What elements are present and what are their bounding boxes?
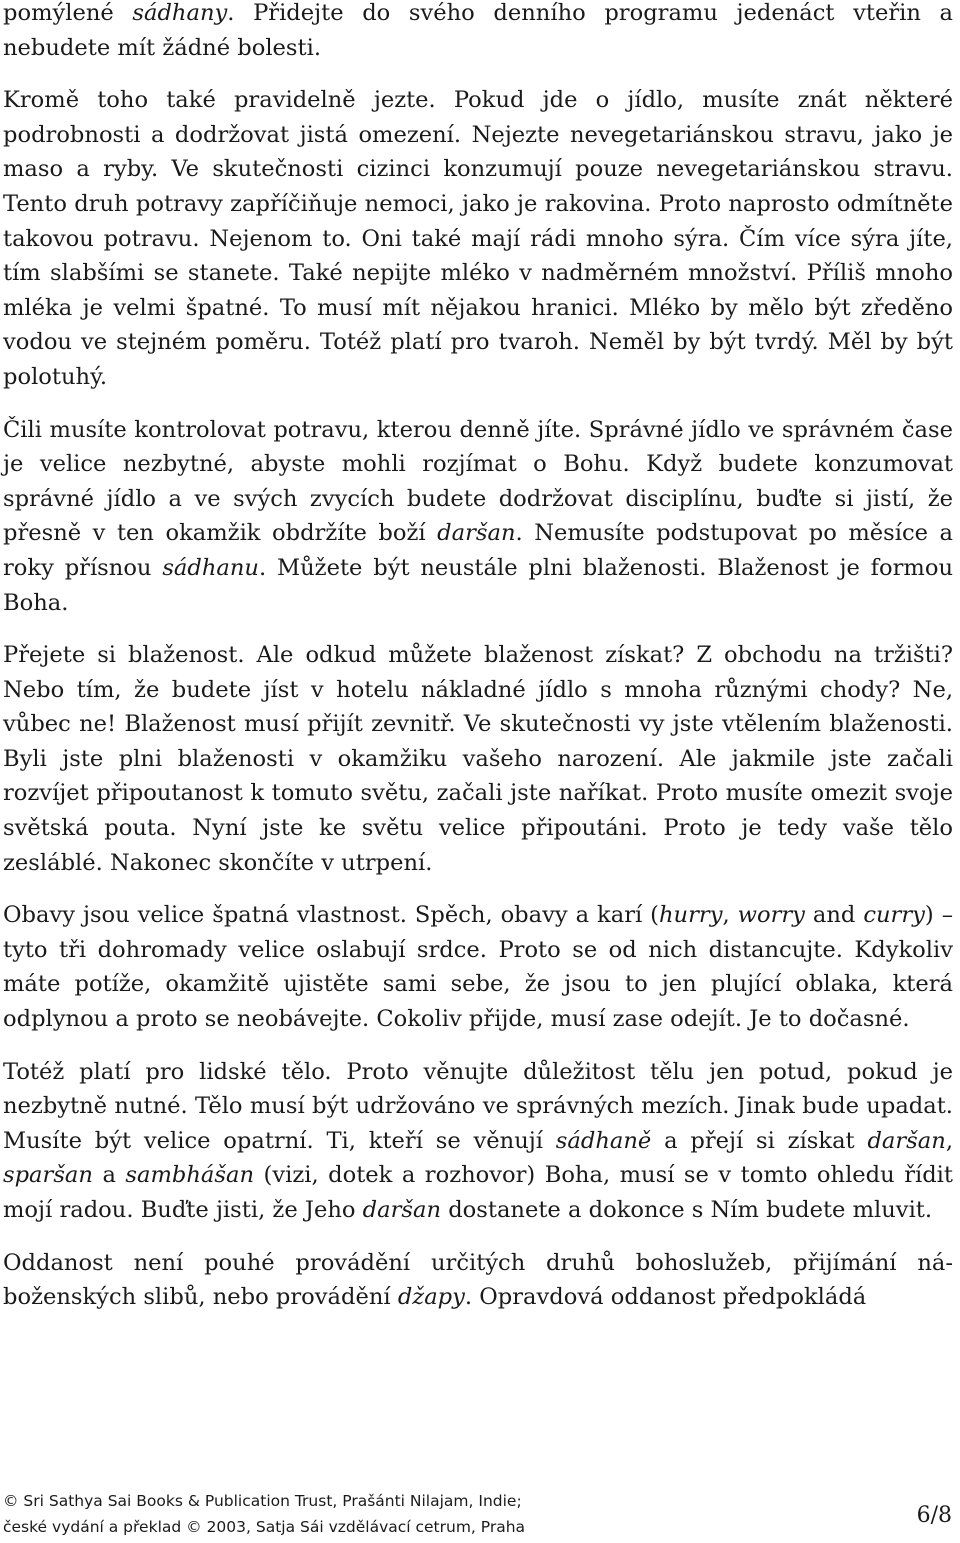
text-run: Totéž platí pro lidské tělo. Proto věnujte důležitost tělu jen potud, pokud je nezbytně nutné. Tělo musí být udržováno ve správných mezích. Jinak bude upadat. Musíte být velice opatrní. Ti, kteří se věnují: [3, 1058, 953, 1154]
italic-term: daršan: [437, 520, 516, 547]
document-body: [3, 0, 953, 1333]
paragraph-2: [3, 83, 953, 394]
text-run: Čili musíte kontrolovat potravu, kterou denně jíte. Správné jídlo ve správném čase je velice nezbytné, abyste mohli rozjímat o Bohu. Když budete konzumovat správné jídlo a ve svých zvycích budete dodržovat disciplínu, buďte si jistí, že přesně v ten okamžik obdržíte boží: [3, 416, 953, 547]
text-run: ,: [945, 1127, 953, 1154]
paragraph-7: [3, 1246, 953, 1315]
italic-term: sparšan: [3, 1162, 93, 1189]
text-run: . Přidejte do svého denního programu jedenáct vteřin a nebudete mít žádné bolesti.: [3, 0, 953, 61]
text-run: Oddanost není pouhé provádění určitých druhů bohoslužeb, přijímání náboženských slibů, nebo provádění: [3, 1249, 953, 1311]
italic-term: sádhaně: [555, 1127, 652, 1154]
text-run: a: [92, 1162, 126, 1189]
text-run: and: [804, 902, 864, 929]
paragraph-1: [3, 0, 953, 65]
paragraph-4: [3, 638, 953, 880]
italic-term: sambhášan: [125, 1162, 255, 1189]
copyright-line-2: české vydání a překlad © 2003, Satja Sái vzdělávací cetrum, Praha: [3, 1518, 526, 1536]
text-run: dostanete a dokonce s Ním budete mluvit.: [441, 1197, 933, 1223]
italic-term: daršan: [362, 1197, 442, 1223]
page-footer: [3, 1488, 953, 1540]
text-run: Obavy jsou velice špatná vlastnost. Spěch, obavy a karí (: [3, 902, 659, 929]
text-run: a přejí si získat: [651, 1127, 868, 1154]
text-run: ) – tyto tři dohromady velice oslabují srdce. Proto se od nich distancujte. Kdykoliv máte potíže, okamžitě ujistěte sami sebe, že jsou to jen plující oblaka, která odplynou a proto se neobávejte. Cokoliv přijde, musí zase odejít. Je to dočasné.: [3, 902, 953, 1033]
text-run: . Můžete být neustále plni blaženosti. Blaženost je formou Boha.: [3, 554, 953, 616]
italic-term: sádhany: [132, 0, 228, 26]
italic-term: džapy: [397, 1284, 465, 1311]
text-run: Přejete si blaženost. Ale odkud můžete blaženost získat? Z obchodu na tržišti? Nebo tím, že budete jíst v hotelu nákladné jídlo s mnoha různými chody? Ne, vůbec ne! Blaženost musí přijít zevnitř. Ve skutečnosti vy jste vtělením blaženosti. Byli jste plni blaženosti v okamžiku vašeho narození. Ale jakmile jste začali rozvíjet připoutanost k tomuto světu, začali jste naříkat. Proto musíte omezit svoje světská pouta. Nyní jste ke světu velice připoutáni. Proto je tedy vaše tělo zesláblé. Nakonec skončíte v utrpení.: [3, 642, 953, 876]
paragraph-6: [3, 1055, 953, 1228]
text-run: . Opravdová oddanost předpokládá: [464, 1284, 867, 1311]
paragraph-5: [3, 898, 953, 1036]
italic-term: daršan: [867, 1127, 946, 1154]
text-run: pomýlené: [3, 0, 133, 26]
italic-term: hurry: [659, 902, 723, 929]
italic-term: sádhanu: [162, 554, 259, 581]
text-run: (vizi, dotek a rozhovor) Boha, musí se v tomto ohledu řídit mojí radou. Buďte jisti, že Jeho: [3, 1162, 953, 1223]
italic-term: curry: [863, 902, 925, 929]
copyright-line-1: © Sri Sathya Sai Books & Publication Trust, Prašánti Nilajam, Indie;: [3, 1492, 522, 1510]
page-number: 6/8: [916, 1503, 952, 1528]
text-run: . Nemusíte podstupovat po měsíce a roky přísnou: [3, 520, 953, 581]
text-run: Kromě toho také pravidelně jezte. Pokud jde o jídlo, musíte znát některé podrobnosti a dodržovat jistá omezení. Nejezte nevegetariánskou stravu, jako je maso a ryby. Ve skutečnosti cizinci konzumují pouze nevegetariánskou stravu. Tento druh potravy zapříčiňuje nemoci, jako je rakovina. Proto naprosto odmítněte takovou potravu. Nejenom to. Oni také mají rádi mnoho sýra. Čím více sýra jíte, tím slabšími se stanete. Také nepijte mléko v nadměrném množství. Příliš mnoho mléka je velmi špatné. To musí mít nějakou hranici. Mléko by mělo být zředěno vodou ve stejném poměru. Totéž platí pro tvaroh. Neměl by být tvrdý. Měl by být polotuhý.: [3, 87, 953, 390]
paragraph-3: [3, 413, 953, 621]
italic-term: worry: [737, 902, 805, 929]
text-run: ,: [722, 902, 738, 929]
